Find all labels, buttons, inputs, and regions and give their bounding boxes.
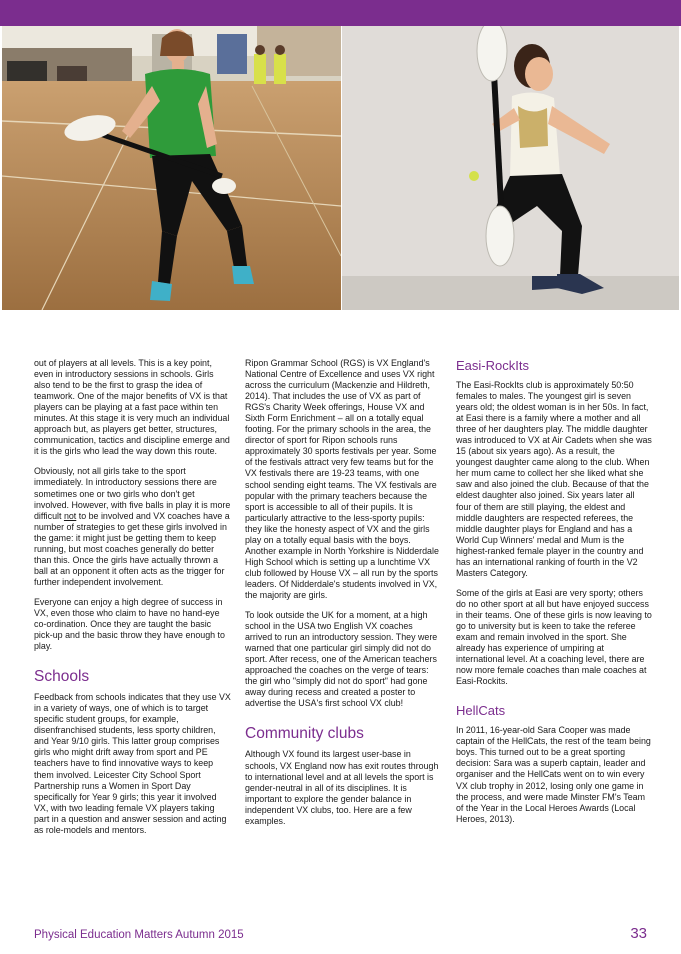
col1-p2-part-1: Obviously, not all girls take to the sport immediately. In introductory sessions there are sometimes one or two girls who don't get involved. However, with five balls in play it is more difficult <box>34 466 231 521</box>
col3-paragraph-2: Some of the girls at Easi are very sporty; others do no other sport at all but have enjoyed success in their teams. One of these girls is now leaving to go to university but is keen to take the referee exam and remain involved in the sport. She already has experience of umpiring at international level. At a coaching level, there are now more female coaches than male coaches at Easi-Rockits. <box>456 587 652 687</box>
col1-paragraph-2 <box>34 466 231 588</box>
col3-paragraph-1: The Easi-RockIts club is approximately 50:50 females to males. The youngest girl is seven years old; the oldest woman is in her 50s. In fact, at Easi there is a family where a mother and all three of her daughters play. The middle daughter was introduced to VX at Air Cadets when she was 15 (about six years ago). As a result, the youngest daughter came along to the club. When her mum came to collect her she liked what she saw and also joined the club. Because of that the eldest daughter also joined. Six years later all four of them are still playing, the eldest and middle daughters are respected referees, the middle daughter plays for England and has a World Cup Winners' medal and Mum is the highest-ranked female player in the country and has an international ranking of fourth in the V2 Masters Category. <box>456 380 652 578</box>
col2-paragraph-2: To look outside the UK for a moment, at a high school in the USA two English VX coaches arrived to run an introductory session. They were warned that one particular girl simply did not do sport. After recess, one of the American teachers approached the coaches on the verge of tears: the girl who "simply did not do sport" had gone away during recess and created a poster to advertise the USA's first school VX club! <box>245 610 438 709</box>
column-3 <box>456 358 652 834</box>
page-number: 33 <box>630 925 647 942</box>
top-accent-bar <box>0 0 681 26</box>
heading-hellcats: HellCats <box>456 703 506 719</box>
col3-paragraph-3: In 2011, 16-year-old Sara Cooper was made captain of the HellCats, the rest of the team being boys. This turned out to be a great sporting decision: Sara was a superb captain, leader and organiser and the HellCats went on to win every VX club trophy in 2012, losing only one game in the process, and were made Minster FM's Team of the Year in the Local Heroes Awards (Local Heroes, 2013). <box>456 725 651 824</box>
col1-paragraph-4: Feedback from schools indicates that they use VX in a variety of ways, one of which is to target specific student groups, for example, disenfranchised students, less sporty children, and Year 9/10 girls. This latter group comprises girls who might drift away from sport and PE teachers have to find innovative ways to keep them involved. Leicester City School Sport Partnership runs a Women in Sport Day specifically for Year 9 girls; this year it involved VX, with two leading female VX players taking part in a question and answer session and acting as role-models and mentors. <box>34 692 231 835</box>
col1-p2-underlined: not <box>63 510 77 521</box>
col1-paragraph-3: Everyone can enjoy a high degree of success in VX, even those who claim to have no hand-eye co-ordination. Once they are taught the basic pick-up and the basic throw they have enough to play. <box>34 596 225 652</box>
photo-girl-jumping <box>342 26 679 310</box>
col2-paragraph-3: Although VX found its largest user-base in schools, VX England now has exit routes through to international level and at all levels the sport is gender-neutral in all of its disciplines. It is important to explore the gender balance in independent VX clubs, too. Here are a few examples. <box>245 749 439 826</box>
photo-girl-playing-vx <box>2 26 341 310</box>
column-2 <box>245 358 441 836</box>
column-1 <box>34 358 231 845</box>
col1-paragraph-1: out of players at all levels. This is a key point, even in introductory sessions in schools. Girls also tend to be the first to grasp the idea of teamwork. One of the major benefits of VX is that players can be playing at a fast pace within ten minutes. At this stage it is very much an individual approach but, as players get better, structures, communication, tactics and discipline emerge and it is the girls who lead the way down this route. <box>34 358 230 457</box>
heading-schools: Schools <box>34 668 90 686</box>
col2-paragraph-1: Ripon Grammar School (RGS) is VX England's National Centre of Excellence and uses VX right across the curriculum (Mackenzie and Hildreth, 2014). That includes the use of VX as part of RGS's Charity Week offerings, House VX and Sixth Form Enrichment – all on a totally equal footing. For the primary schools in the area, the director of sport for Ripon schools runs approximately 30 sports festivals per year. Some of the festivals attract very few teams but for the VX festivals there are 19-23 teams, with one school sending eight teams. The VX festivals are popular with the primary teachers because the sport is accessible to all of their pupils. It is particularly attractive to the less-sporty pupils: they like the honesty aspect of VX and the girls play on a totally equal basis with the boys. Another example in North Yorkshire is Nidderdale High School which is setting up a lunchtime VX club followed by House VX – all run by the sports leaders. Of Nidderdale's students involved in VX, the majority are girls. <box>245 358 439 600</box>
col1-p2-part-2: to be involved and VX coaches have a number of strategies to get these girls involved in the game: it might just be getting them to keep running, but most coaches generally do better than this. Once the girls have actually thrown a ball at an opponent it often acts as the trigger for further independent involvement. <box>34 510 230 587</box>
heading-community-clubs: Community clubs <box>245 725 364 743</box>
footer-publication: Physical Education Matters Autumn 2015 <box>34 929 244 941</box>
heading-easi-rockits: Easi-RockIts <box>456 358 529 373</box>
